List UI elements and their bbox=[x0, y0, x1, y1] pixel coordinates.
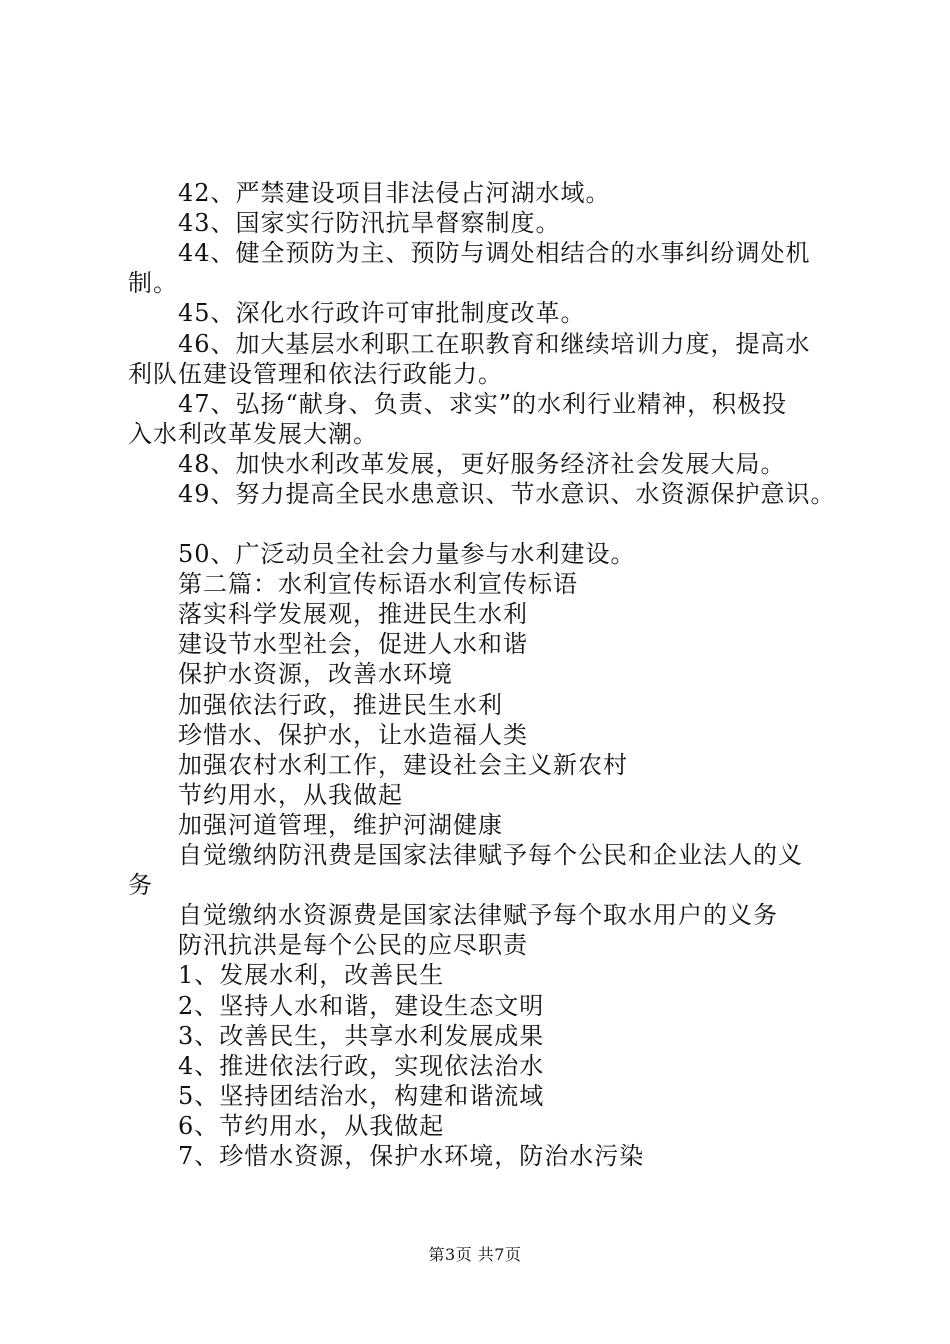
item-43: 43、国家实行防汛抗旱督察制度。 bbox=[178, 209, 561, 237]
item-46-line-2: 利队伍建设管理和依法行政能力。 bbox=[128, 360, 503, 388]
item-50: 50、广泛动员全社会力量参与水利建设。 bbox=[178, 540, 636, 568]
numbered-6: 6、节约用水，从我做起 bbox=[178, 1112, 445, 1140]
section-title: 第二篇：水利宣传标语水利宣传标语 bbox=[178, 570, 578, 598]
numbered-5: 5、坚持团结治水，构建和谐流域 bbox=[178, 1082, 545, 1110]
numbered-1: 1、发展水利，改善民生 bbox=[178, 961, 445, 989]
item-42: 42、严禁建设项目非法侵占河湖水域。 bbox=[178, 179, 611, 207]
item-46-line-1: 46、加大基层水利职工在职教育和继续培训力度，提高水 bbox=[178, 330, 811, 358]
item-47-line-2: 入水利改革发展大潮。 bbox=[128, 420, 378, 448]
slogan-2: 建设节水型社会，促进人水和谐 bbox=[178, 630, 528, 658]
numbered-2: 2、坚持人水和谐，建设生态文明 bbox=[178, 992, 545, 1020]
slogan-3: 保护水资源，改善水环境 bbox=[178, 660, 453, 688]
item-44-line-1: 44、健全预防为主、预防与调处相结合的水事纠纷调处机 bbox=[178, 239, 811, 267]
slogan-11: 防汛抗洪是每个公民的应尽职责 bbox=[178, 931, 528, 959]
slogan-1: 落实科学发展观，推进民生水利 bbox=[178, 600, 528, 628]
item-49: 49、努力提高全民水患意识、节水意识、水资源保护意识。 bbox=[178, 480, 836, 508]
item-45: 45、深化水行政许可审批制度改革。 bbox=[178, 299, 586, 327]
item-44-line-2: 制。 bbox=[128, 269, 178, 297]
slogan-5: 珍惜水、保护水，让水造福人类 bbox=[178, 721, 528, 749]
item-47-line-1: 47、弘扬“献身、负责、求实”的水利行业精神，积极投 bbox=[178, 390, 788, 418]
page-footer: 第3页 共7页 bbox=[428, 1245, 522, 1264]
slogan-8: 加强河道管理，维护河湖健康 bbox=[178, 811, 503, 839]
slogan-7: 节约用水，从我做起 bbox=[178, 781, 403, 809]
slogan-9-line-1: 自觉缴纳防汛费是国家法律赋予每个公民和企业法人的义 bbox=[178, 841, 803, 869]
slogan-10: 自觉缴纳水资源费是国家法律赋予每个取水用户的义务 bbox=[178, 901, 778, 929]
item-48: 48、加快水利改革发展，更好服务经济社会发展大局。 bbox=[178, 450, 786, 478]
slogan-6: 加强农村水利工作，建设社会主义新农村 bbox=[178, 751, 628, 779]
slogan-4: 加强依法行政，推进民生水利 bbox=[178, 691, 503, 719]
numbered-7: 7、珍惜水资源，保护水环境，防治水污染 bbox=[178, 1142, 645, 1170]
numbered-4: 4、推进依法行政，实现依法治水 bbox=[178, 1052, 545, 1080]
slogan-9-line-2: 务 bbox=[128, 871, 153, 899]
numbered-3: 3、改善民生，共享水利发展成果 bbox=[178, 1022, 545, 1050]
